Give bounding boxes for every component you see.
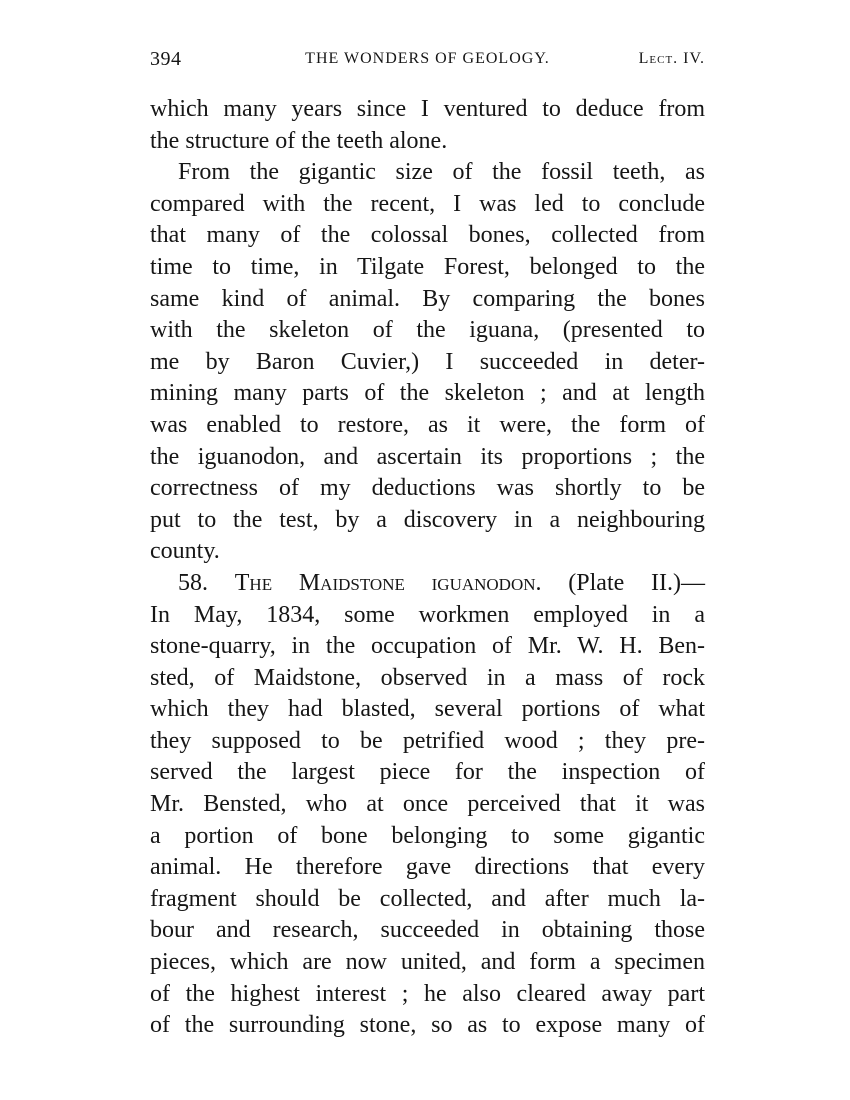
lecture-label: Lect. IV. [638, 50, 705, 67]
text-line: fragment should be collected, and after much la- [150, 885, 705, 912]
section-number: 58. [178, 569, 208, 596]
text-line: Mr. Bensted, who at once perceived that it was [150, 791, 705, 818]
text-line: served the largest piece for the inspection of [150, 759, 705, 786]
running-head [150, 48, 705, 72]
text-line: put to the test, by a discovery in a neighbouring [150, 506, 705, 533]
text-line: county. [150, 538, 220, 565]
text-line: bour and research, succeeded in obtaining those [150, 917, 705, 944]
text-line: stone-quarry, in the occupation of Mr. W. H. Ben- [150, 633, 705, 660]
text-line: of the surrounding stone, so as to expose many of [150, 1012, 705, 1039]
page-number: 394 [150, 48, 182, 70]
text-line: time to time, in Tilgate Forest, belonged to the [150, 253, 705, 280]
text-line: sted, of Maidstone, observed in a mass of rock [150, 664, 705, 691]
text-line: animal. He therefore gave directions that every [150, 854, 705, 881]
text-line: a portion of bone belonging to some gigantic [150, 822, 705, 849]
section-heading-line [150, 568, 705, 600]
text-line: mining many parts of the skeleton ; and at length [150, 380, 705, 407]
text-line: compared with the recent, I was led to conclude [150, 190, 705, 217]
book-page [150, 0, 705, 1100]
text-line: with the skeleton of the iguana, (presented to [150, 317, 705, 344]
text-line: In May, 1834, some workmen employed in a [150, 601, 705, 628]
text-line: that many of the colossal bones, collected from [150, 222, 705, 249]
text-line: correctness of my deductions was shortly to be [150, 475, 705, 502]
text-line: pieces, which are now united, and form a specimen [150, 949, 705, 976]
section-heading: The Maidstone iguanodon. [234, 569, 542, 596]
text-line: me by Baron Cuvier,) I succeeded in deter- [150, 348, 705, 375]
text-line: the structure of the teeth alone. [150, 127, 448, 154]
text-line: the iguanodon, and ascertain its proportions ; the [150, 443, 705, 470]
text-line: which they had blasted, several portions of what [150, 696, 705, 723]
text-line: of the highest interest ; he also cleared away part [150, 980, 705, 1007]
text-line: they supposed to be petrified wood ; they pre- [150, 727, 705, 754]
text-line: same kind of animal. By comparing the bones [150, 285, 705, 312]
text-line: which many years since I ventured to deduce from [150, 96, 705, 122]
body-text [150, 94, 705, 1042]
paragraph-first-line: From the gigantic size of the fossil teeth, as [178, 159, 705, 186]
text-line: was enabled to restore, as it were, the form of [150, 411, 705, 438]
plate-reference: (Plate II.)— [568, 569, 705, 596]
running-title: THE WONDERS OF GEOLOGY. [305, 50, 550, 67]
